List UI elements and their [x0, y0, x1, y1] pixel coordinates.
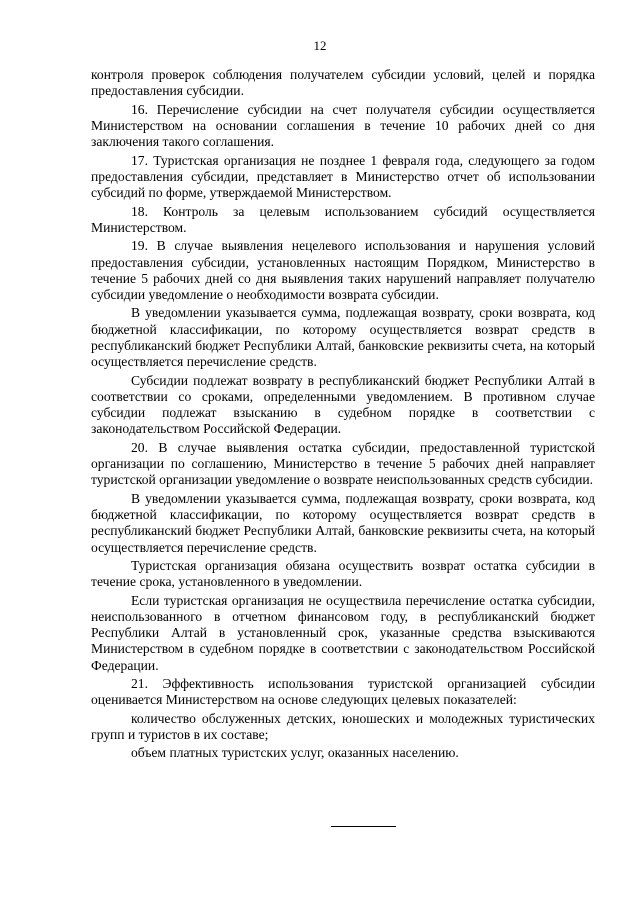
paragraph-continuation: контроля проверок соблюдения получателем субсидии условий, целей и порядка предоставления субсидии. [91, 67, 595, 99]
paragraph-18: 18. Контроль за целевым использованием субсидий осуществляется Министерством. [91, 203, 595, 235]
paragraph-19-notice: В уведомлении указывается сумма, подлежащая возврату, сроки возврата, код бюджетной классификации, по которому осуществляется возврат средств в республиканский бюджет Республики Алтай, банковские реквизиты счета, на который осуществляется перечисление средств. [91, 305, 595, 370]
paragraph-19-return: Субсидии подлежат возврату в республиканский бюджет Республики Алтай в соответствии со сроками, определенными уведомлением. В противном случае субсидии подлежат взысканию в судебном порядке в соответствии с законодательством Российской Федерации. [91, 372, 595, 437]
paragraph-20: 20. В случае выявления остатка субсидии, предоставленной туристской организации по соглашению, Министерство в течение 5 рабочих дней направляет туристской организации уведомление о возврате неиспользованных средств субсидии. [91, 439, 595, 488]
document-body [91, 67, 595, 764]
paragraph-16: 16. Перечисление субсидии на счет получателя субсидии осуществляется Министерством на основании соглашения в течение 10 рабочих дней со дня заключения такого соглашения. [91, 101, 595, 150]
paragraph-19: 19. В случае выявления нецелевого использования и нарушения условий предоставления субсидии, установленных настоящим Порядком, Министерство в течение 5 рабочих дней со дня выявления таких нарушений направляет получателю субсидии уведомление о необходимости возврата субсидии. [91, 238, 595, 302]
paragraph-20-obligation: Туристская организация обязана осуществить возврат остатка субсидии в течение срока, установленного в уведомлении. [91, 557, 595, 590]
paragraph-20-notice: В уведомлении указывается сумма, подлежащая возврату, сроки возврата, код бюджетной классификации, по которому осуществляется возврат средств в республиканский бюджет Республики Алтай, банковские реквизиты счета, на который осуществляется перечисление средств. [91, 490, 595, 555]
page-number: 12 [313, 38, 327, 53]
paragraph-17: 17. Туристская организация не позднее 1 февраля года, следующего за годом предоставления субсидии, представляет в Министерство отчет об использовании субсидий по форме, утверждаемой Министерством. [91, 152, 595, 201]
paragraph-20-recovery: Если туристская организация не осуществила перечисление остатка субсидии, неиспользованного в отчетном финансовом году, в республиканский бюджет Республики Алтай в установленный срок, указанные средства взыскиваются Министерством в судебном порядке в соответствии с законодательством Российской Федерации. [91, 592, 595, 673]
paragraph-21: 21. Эффективность использования туристской организацией субсидии оценивается Министерством на основе следующих целевых показателей: [91, 676, 595, 708]
indicator-services: объем платных туристских услуг, оказанных населению. [131, 745, 459, 761]
end-of-document-rule [331, 826, 396, 827]
indicator-groups: количество обслуженных детских, юношеских и молодежных туристических групп и туристов в их составе; [91, 710, 595, 742]
